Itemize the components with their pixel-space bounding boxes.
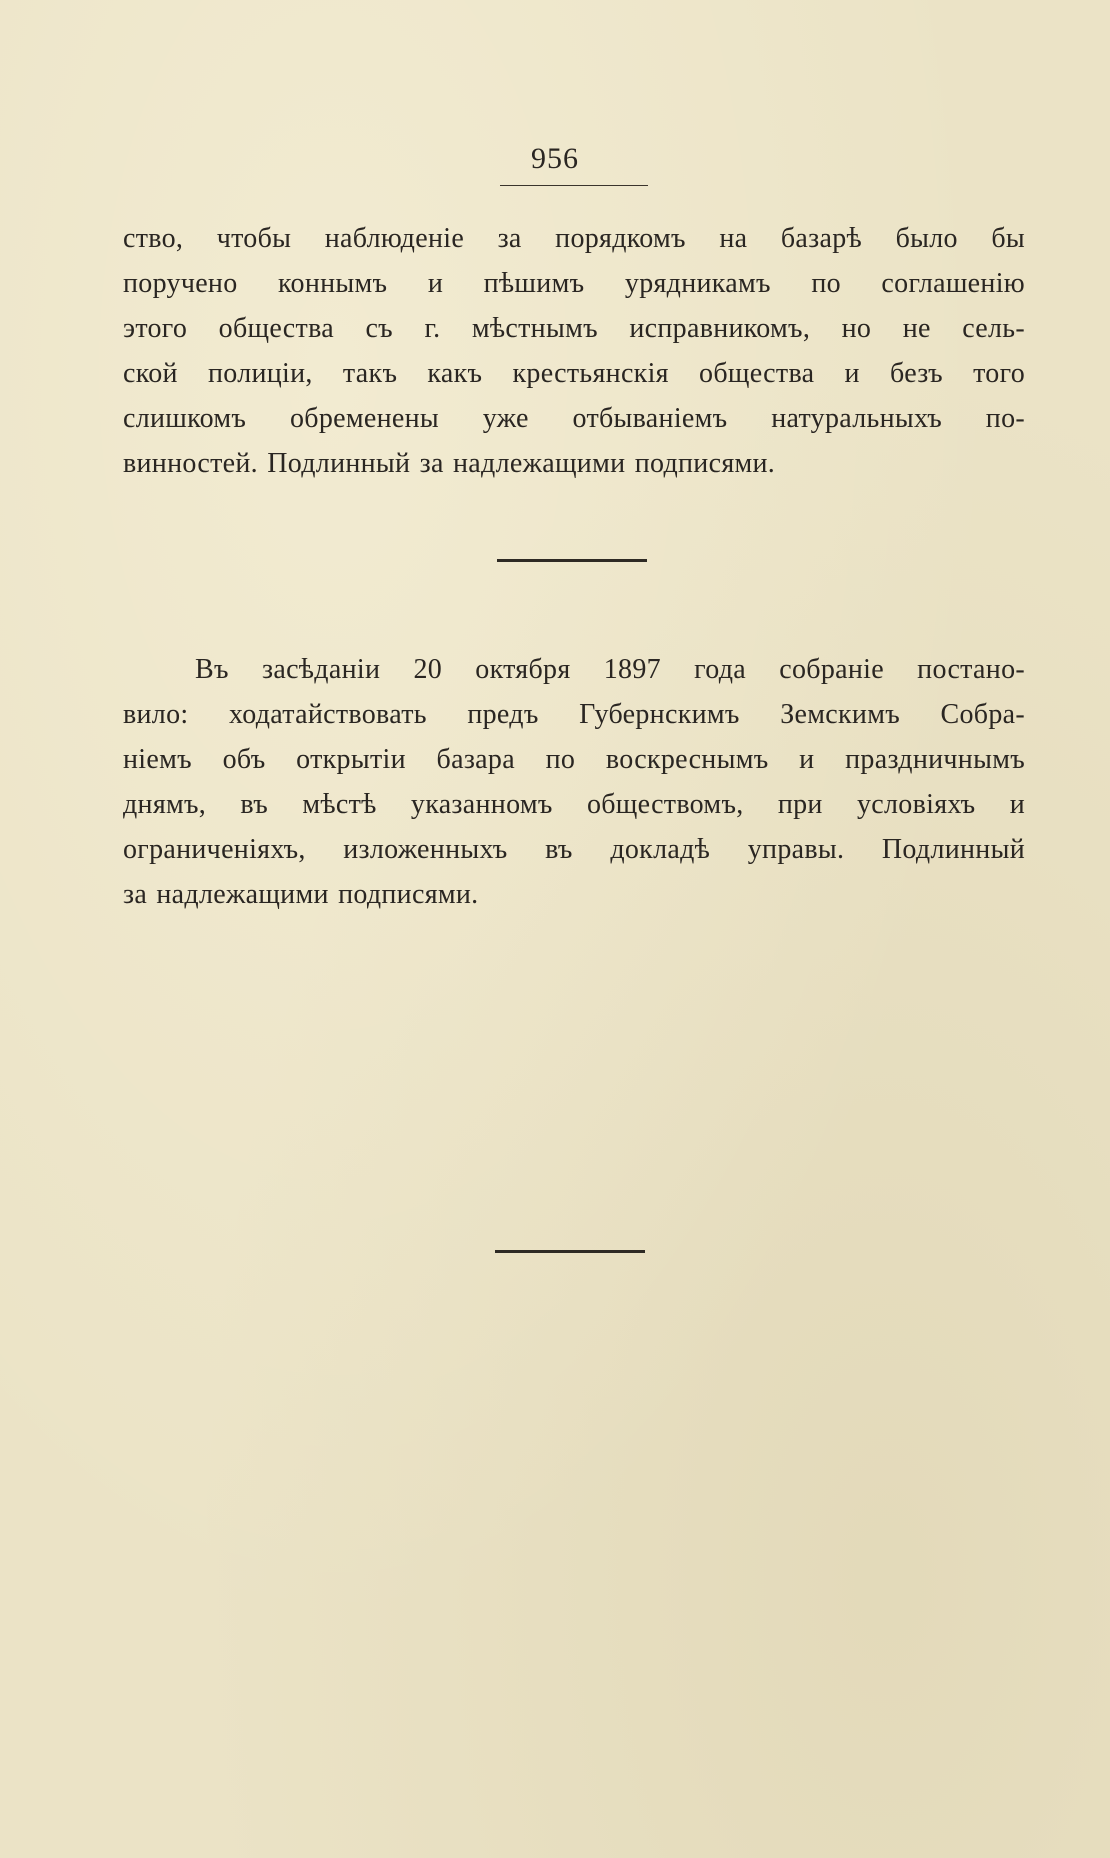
text-line: Въ засѣданіи 20 октября 1897 года собраніе постано- — [195, 654, 1025, 685]
header-rule — [500, 185, 648, 186]
page-number: 956 — [531, 142, 579, 175]
section-divider — [497, 559, 647, 562]
text-line: днямъ, въ мѣстѣ указанномъ обществомъ, при условіяхъ и — [123, 789, 1025, 820]
text-line: ство, чтобы наблюденіе за порядкомъ на базарѣ было бы — [123, 223, 1025, 254]
text-line: за надлежащими подписями. — [123, 879, 479, 910]
text-line: ограниченіяхъ, изложенныхъ въ докладѣ управы. Подлинный — [123, 834, 1025, 865]
text-line: винностей. Подлинный за надлежащими подписями. — [123, 448, 776, 479]
text-line: вило: ходатайствовать предъ Губернскимъ Земскимъ Собра- — [123, 699, 1025, 730]
text-line: ніемъ объ открытіи базара по воскреснымъ и праздничнымъ — [123, 744, 1025, 775]
paragraph-2 — [123, 647, 1025, 917]
text-line: поручено коннымъ и пѣшимъ урядникамъ по соглашенію — [123, 268, 1025, 299]
text-line: ской полиціи, такъ какъ крестьянскія общества и безъ того — [123, 358, 1025, 389]
paragraph-1 — [123, 216, 1025, 486]
text-line: слишкомъ обременены уже отбываніемъ натуральныхъ по- — [123, 403, 1025, 434]
section-divider — [495, 1250, 645, 1253]
text-line: этого общества съ г. мѣстнымъ исправникомъ, но не сель- — [123, 313, 1025, 344]
